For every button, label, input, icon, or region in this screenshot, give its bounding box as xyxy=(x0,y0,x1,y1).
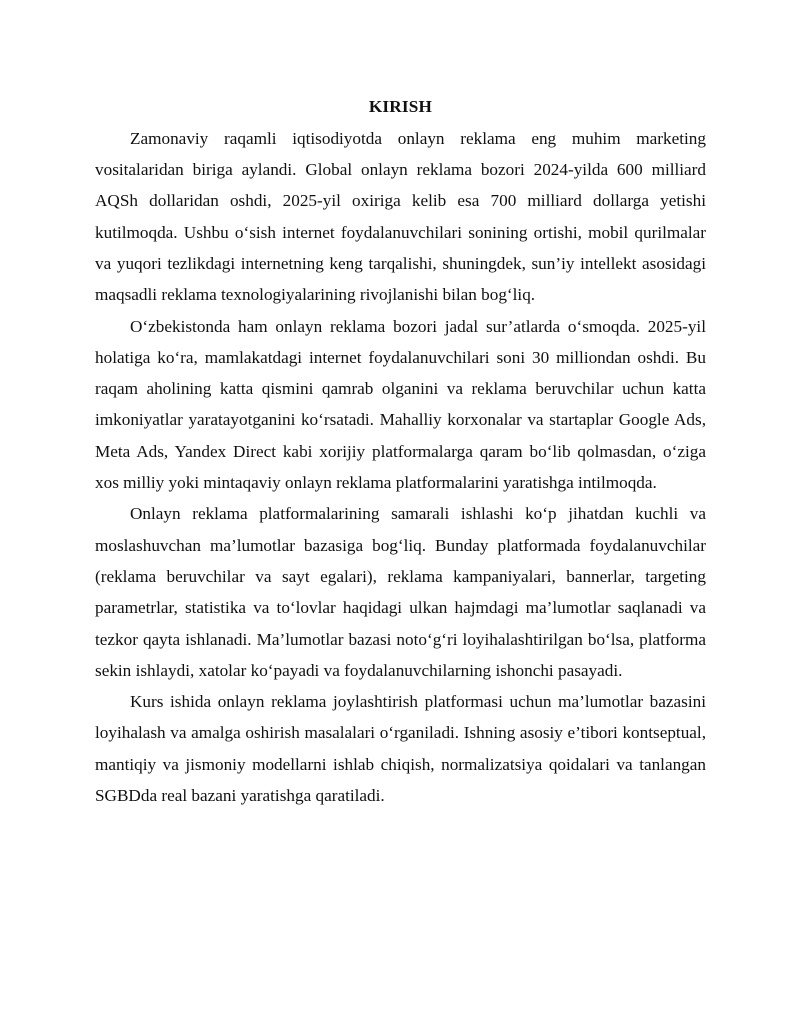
paragraph-1: Zamonaviy raqamli iqtisodiyotda onlayn reklama eng muhim marketing vositalaridan biriga aylandi. Global onlayn reklama bozori 2024-yilda 600 milliard AQSh dollaridan oshdi, 2025-yil oxiriga kelib esa 700 milliard dollarga yetishi kutilmoqda. Ushbu o‘sish internet foydalanuvchilari sonining ortishi, mobil qurilmalar va yuqori tezlikdagi internetning keng tarqalishi, shuningdek, sun’iy intellekt asosidagi maqsadli reklama texnologiyalarining rivojlanishi bilan bog‘liq. xyxy=(95,128,706,305)
section-title: KIRISH xyxy=(368,97,433,116)
document-body xyxy=(95,91,706,811)
paragraph-2: O‘zbekistonda ham onlayn reklama bozori jadal sur’atlarda o‘smoqda. 2025-yil holatiga ko‘ra, mamlakatdagi internet foydalanuvchilari soni 30 milliondan oshdi. Bu raqam aholining katta qismini qamrab olganini va reklama beruvchilar uchun katta imkoniyatlar yaratayotganini ko‘rsatadi. Mahalliy korxonalar va startaplar Google Ads, Meta Ads, Yandex Direct kabi xorijiy platformalarga qaram bo‘lib qolmasdan, o‘ziga xos milliy yoki mintaqaviy onlayn reklama platformalarini yaratishga intilmoqda. xyxy=(95,316,706,493)
paragraph-4: Kurs ishida onlayn reklama joylashtirish platformasi uchun ma’lumotlar bazasini loyihalash va amalga oshirish masalalari o‘rganiladi. Ishning asosiy e’tibori kontseptual, mantiqiy va jismoniy modellarni ishlab chiqish, normalizatsiya qoidalari va tanlangan SGBDda real bazani yaratishga qaratiladi. xyxy=(95,692,706,806)
paragraph-3: Onlayn reklama platformalarining samarali ishlashi ko‘p jihatdan kuchli va moslashuvchan ma’lumotlar bazasiga bog‘liq. Bunday platformada foydalanuvchilar (reklama beruvchilar va sayt egalari), reklama kampaniyalari, bannerlar, targeting parametrlar, statistika va to‘lovlar haqidagi ulkan hajmdagi ma’lumotlar saqlanadi va tezkor qayta ishlanadi. Ma’lumotlar bazasi noto‘g‘ri loyihalashtirilgan bo‘lsa, platforma sekin ishlaydi, xatolar ko‘payadi va foydalanuvchilarning ishonchi pasayadi. xyxy=(95,504,706,680)
